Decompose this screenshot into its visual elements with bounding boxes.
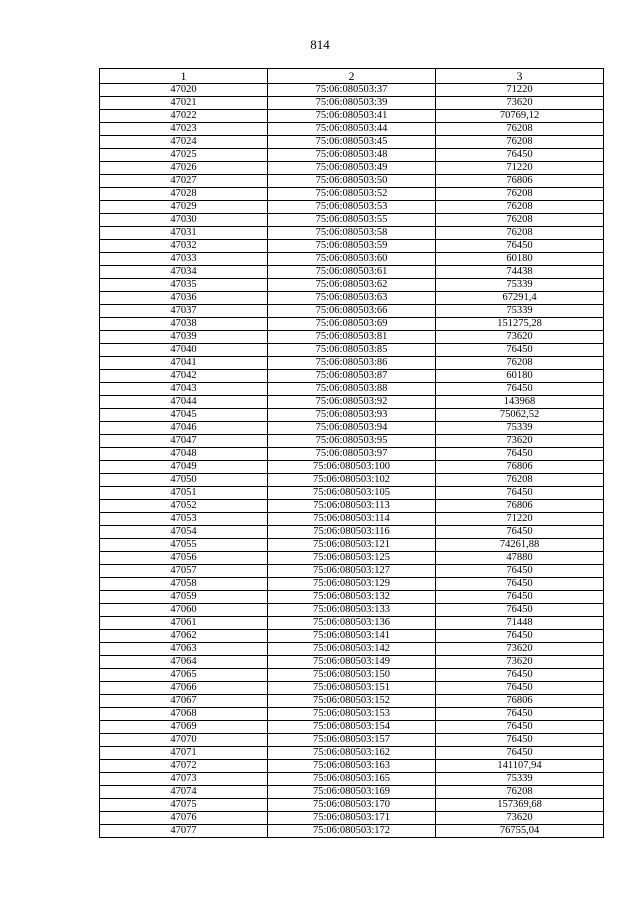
cadastral-number-cell: 75:06:080503:132 [268,591,436,604]
cadastral-number-cell: 75:06:080503:37 [268,84,436,97]
row-number-cell: 47024 [100,136,268,149]
table-row [100,266,604,279]
value-cell: 76208 [436,123,604,136]
value-cell: 141107,94 [436,760,604,773]
value-cell: 76755,04 [436,825,604,838]
value-cell: 76450 [436,526,604,539]
cadastral-number-cell: 75:06:080503:59 [268,240,436,253]
cadastral-number-cell: 75:06:080503:92 [268,396,436,409]
cadastral-number-cell: 75:06:080503:69 [268,318,436,331]
value-cell: 71220 [436,162,604,175]
table-row [100,695,604,708]
value-cell: 74261,88 [436,539,604,552]
cadastral-number-cell: 75:06:080503:85 [268,344,436,357]
table-row [100,786,604,799]
row-number-cell: 47043 [100,383,268,396]
row-number-cell: 47036 [100,292,268,305]
column-header-2: 2 [268,69,436,84]
cadastral-number-cell: 75:06:080503:125 [268,552,436,565]
table-row [100,604,604,617]
table-row [100,97,604,110]
table-row [100,500,604,513]
row-number-cell: 47063 [100,643,268,656]
row-number-cell: 47050 [100,474,268,487]
table-row [100,357,604,370]
row-number-cell: 47051 [100,487,268,500]
table-row [100,136,604,149]
column-header-1: 1 [100,69,268,84]
row-number-cell: 47039 [100,331,268,344]
row-number-cell: 47042 [100,370,268,383]
cadastral-number-cell: 75:06:080503:102 [268,474,436,487]
table-row [100,240,604,253]
table-row [100,370,604,383]
cadastral-number-cell: 75:06:080503:97 [268,448,436,461]
table-row [100,656,604,669]
cadastral-number-cell: 75:06:080503:60 [268,253,436,266]
row-number-cell: 47032 [100,240,268,253]
value-cell: 76450 [436,630,604,643]
table-row [100,383,604,396]
value-cell: 76450 [436,578,604,591]
cadastral-number-cell: 75:06:080503:95 [268,435,436,448]
cadastral-number-cell: 75:06:080503:93 [268,409,436,422]
row-number-cell: 47030 [100,214,268,227]
table-row [100,773,604,786]
value-cell: 76806 [436,461,604,474]
value-cell: 76450 [436,721,604,734]
row-number-cell: 47064 [100,656,268,669]
row-number-cell: 47052 [100,500,268,513]
cadastral-number-cell: 75:06:080503:63 [268,292,436,305]
table-header [100,69,604,84]
table-row [100,539,604,552]
value-cell: 73620 [436,435,604,448]
row-number-cell: 47028 [100,188,268,201]
table-row [100,630,604,643]
table-row [100,409,604,422]
table-row [100,279,604,292]
table-row [100,292,604,305]
table-row [100,825,604,838]
table-row [100,721,604,734]
value-cell: 76450 [436,149,604,162]
value-cell: 75339 [436,422,604,435]
table-row [100,643,604,656]
table-row [100,331,604,344]
header-row [100,69,604,84]
row-number-cell: 47049 [100,461,268,474]
table-row [100,669,604,682]
table-row [100,123,604,136]
cadastral-number-cell: 75:06:080503:116 [268,526,436,539]
table-row [100,747,604,760]
value-cell: 60180 [436,370,604,383]
cadastral-number-cell: 75:06:080503:162 [268,747,436,760]
row-number-cell: 47034 [100,266,268,279]
table-row [100,448,604,461]
cadastral-number-cell: 75:06:080503:133 [268,604,436,617]
table-row [100,422,604,435]
table-row [100,227,604,240]
row-number-cell: 47072 [100,760,268,773]
cadastral-number-cell: 75:06:080503:45 [268,136,436,149]
value-cell: 75339 [436,279,604,292]
cadastral-number-cell: 75:06:080503:49 [268,162,436,175]
value-cell: 71220 [436,513,604,526]
row-number-cell: 47065 [100,669,268,682]
value-cell: 76450 [436,383,604,396]
value-cell: 76450 [436,448,604,461]
value-cell: 73620 [436,656,604,669]
value-cell: 71448 [436,617,604,630]
cadastral-number-cell: 75:06:080503:150 [268,669,436,682]
row-number-cell: 47061 [100,617,268,630]
value-cell: 76208 [436,188,604,201]
table-row [100,552,604,565]
table-row [100,487,604,500]
data-table [99,68,604,838]
table-body [100,84,604,838]
row-number-cell: 47058 [100,578,268,591]
table-row [100,682,604,695]
value-cell: 76208 [436,227,604,240]
cadastral-number-cell: 75:06:080503:142 [268,643,436,656]
value-cell: 76208 [436,136,604,149]
cadastral-number-cell: 75:06:080503:157 [268,734,436,747]
cadastral-number-cell: 75:06:080503:41 [268,110,436,123]
cadastral-number-cell: 75:06:080503:53 [268,201,436,214]
row-number-cell: 47069 [100,721,268,734]
value-cell: 76208 [436,474,604,487]
row-number-cell: 47055 [100,539,268,552]
row-number-cell: 47066 [100,682,268,695]
row-number-cell: 47025 [100,149,268,162]
value-cell: 75062,52 [436,409,604,422]
value-cell: 76450 [436,344,604,357]
cadastral-number-cell: 75:06:080503:105 [268,487,436,500]
table-row [100,214,604,227]
row-number-cell: 47071 [100,747,268,760]
row-number-cell: 47054 [100,526,268,539]
table-row [100,513,604,526]
cadastral-number-cell: 75:06:080503:154 [268,721,436,734]
value-cell: 143968 [436,396,604,409]
table-row [100,110,604,123]
table-row [100,305,604,318]
row-number-cell: 47060 [100,604,268,617]
cadastral-number-cell: 75:06:080503:152 [268,695,436,708]
cadastral-number-cell: 75:06:080503:62 [268,279,436,292]
row-number-cell: 47059 [100,591,268,604]
cadastral-number-cell: 75:06:080503:136 [268,617,436,630]
table-row [100,734,604,747]
value-cell: 76208 [436,357,604,370]
table-row [100,149,604,162]
value-cell: 76450 [436,734,604,747]
value-cell: 67291,4 [436,292,604,305]
cadastral-number-cell: 75:06:080503:66 [268,305,436,318]
table-row [100,578,604,591]
table-row [100,799,604,812]
cadastral-number-cell: 75:06:080503:94 [268,422,436,435]
value-cell: 73620 [436,331,604,344]
table-row [100,565,604,578]
cadastral-number-cell: 75:06:080503:50 [268,175,436,188]
cadastral-number-cell: 75:06:080503:114 [268,513,436,526]
table-row [100,474,604,487]
cadastral-number-cell: 75:06:080503:55 [268,214,436,227]
table-row [100,591,604,604]
table-row [100,396,604,409]
value-cell: 76208 [436,786,604,799]
row-number-cell: 47029 [100,201,268,214]
value-cell: 76450 [436,682,604,695]
cadastral-number-cell: 75:06:080503:100 [268,461,436,474]
cadastral-number-cell: 75:06:080503:172 [268,825,436,838]
row-number-cell: 47047 [100,435,268,448]
row-number-cell: 47033 [100,253,268,266]
value-cell: 75339 [436,305,604,318]
table-row [100,526,604,539]
table-row [100,162,604,175]
row-number-cell: 47057 [100,565,268,578]
cadastral-number-cell: 75:06:080503:48 [268,149,436,162]
table-row [100,435,604,448]
value-cell: 75339 [436,773,604,786]
value-cell: 60180 [436,253,604,266]
row-number-cell: 47077 [100,825,268,838]
table-row [100,708,604,721]
row-number-cell: 47038 [100,318,268,331]
row-number-cell: 47023 [100,123,268,136]
row-number-cell: 47053 [100,513,268,526]
row-number-cell: 47044 [100,396,268,409]
cadastral-number-cell: 75:06:080503:163 [268,760,436,773]
cadastral-number-cell: 75:06:080503:170 [268,799,436,812]
row-number-cell: 47026 [100,162,268,175]
table-row [100,201,604,214]
value-cell: 70769,12 [436,110,604,123]
value-cell: 73620 [436,643,604,656]
value-cell: 76208 [436,214,604,227]
page-number: 814 [310,37,330,52]
cadastral-number-cell: 75:06:080503:121 [268,539,436,552]
row-number-cell: 47073 [100,773,268,786]
table-row [100,344,604,357]
row-number-cell: 47031 [100,227,268,240]
row-number-cell: 47041 [100,357,268,370]
row-number-cell: 47027 [100,175,268,188]
row-number-cell: 47070 [100,734,268,747]
value-cell: 151275,28 [436,318,604,331]
value-cell: 76806 [436,500,604,513]
value-cell: 76450 [436,604,604,617]
row-number-cell: 47020 [100,84,268,97]
row-number-cell: 47076 [100,812,268,825]
table-row [100,812,604,825]
row-number-cell: 47062 [100,630,268,643]
row-number-cell: 47074 [100,786,268,799]
cadastral-number-cell: 75:06:080503:58 [268,227,436,240]
cadastral-number-cell: 75:06:080503:113 [268,500,436,513]
value-cell: 157369,68 [436,799,604,812]
row-number-cell: 47067 [100,695,268,708]
row-number-cell: 47046 [100,422,268,435]
value-cell: 76450 [436,565,604,578]
value-cell: 76208 [436,201,604,214]
table-row [100,253,604,266]
cadastral-number-cell: 75:06:080503:153 [268,708,436,721]
row-number-cell: 47048 [100,448,268,461]
row-number-cell: 47075 [100,799,268,812]
value-cell: 73620 [436,97,604,110]
row-number-cell: 47040 [100,344,268,357]
value-cell: 76450 [436,591,604,604]
cadastral-number-cell: 75:06:080503:81 [268,331,436,344]
row-number-cell: 47068 [100,708,268,721]
value-cell: 76450 [436,240,604,253]
cadastral-number-cell: 75:06:080503:171 [268,812,436,825]
value-cell: 76450 [436,487,604,500]
row-number-cell: 47037 [100,305,268,318]
cadastral-number-cell: 75:06:080503:169 [268,786,436,799]
value-cell: 71220 [436,84,604,97]
cadastral-number-cell: 75:06:080503:39 [268,97,436,110]
row-number-cell: 47045 [100,409,268,422]
cadastral-number-cell: 75:06:080503:52 [268,188,436,201]
value-cell: 73620 [436,812,604,825]
cadastral-number-cell: 75:06:080503:129 [268,578,436,591]
cadastral-number-cell: 75:06:080503:44 [268,123,436,136]
column-header-3: 3 [436,69,604,84]
table-row [100,617,604,630]
value-cell: 74438 [436,266,604,279]
cadastral-number-cell: 75:06:080503:141 [268,630,436,643]
cadastral-number-cell: 75:06:080503:87 [268,370,436,383]
value-cell: 76806 [436,175,604,188]
table-row [100,188,604,201]
table-row [100,175,604,188]
cadastral-number-cell: 75:06:080503:88 [268,383,436,396]
cadastral-number-cell: 75:06:080503:151 [268,682,436,695]
value-cell: 76450 [436,747,604,760]
cadastral-number-cell: 75:06:080503:61 [268,266,436,279]
value-cell: 47880 [436,552,604,565]
table-row [100,84,604,97]
row-number-cell: 47021 [100,97,268,110]
cadastral-number-cell: 75:06:080503:127 [268,565,436,578]
table-row [100,760,604,773]
table-row [100,461,604,474]
cadastral-number-cell: 75:06:080503:165 [268,773,436,786]
value-cell: 76806 [436,695,604,708]
table-row [100,318,604,331]
cadastral-number-cell: 75:06:080503:149 [268,656,436,669]
row-number-cell: 47022 [100,110,268,123]
value-cell: 76450 [436,669,604,682]
cadastral-number-cell: 75:06:080503:86 [268,357,436,370]
row-number-cell: 47035 [100,279,268,292]
row-number-cell: 47056 [100,552,268,565]
value-cell: 76450 [436,708,604,721]
